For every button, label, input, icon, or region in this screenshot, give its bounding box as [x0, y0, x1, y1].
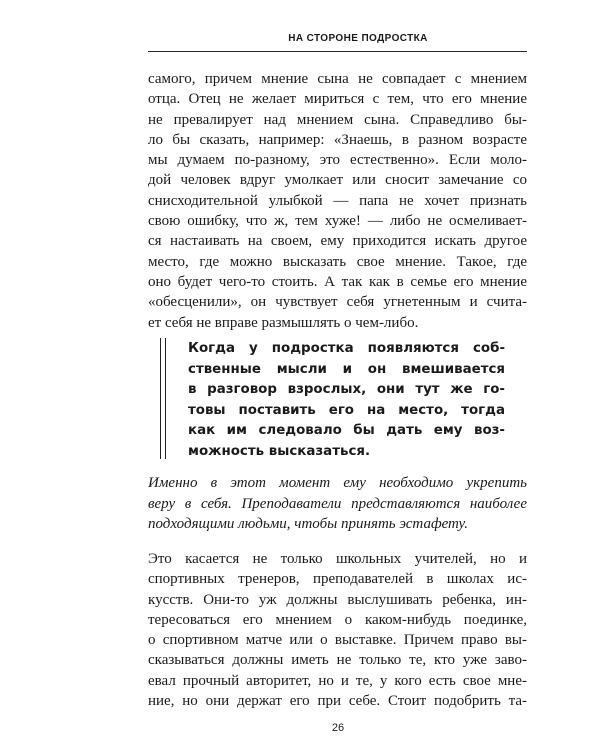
- text-line: ся настаивать на своем, ему приходится искать другое: [148, 233, 527, 250]
- text-line: «обесценили», он чувствует себя угнетенным и счита-: [148, 294, 527, 311]
- text-line: кусств. Они-то уж должны выслушивать ребенка, ин-: [148, 591, 527, 608]
- body-paragraph-1: [148, 69, 527, 333]
- quote-line: товы поставить его на место, тогда: [188, 402, 505, 418]
- text-line: ло бы сказать, например: «Знаешь, в разном возрасте: [148, 131, 527, 148]
- text-line: отца. Отец не желает мириться с тем, что его мнение: [148, 91, 527, 108]
- text-line: сказываться должны иметь не только те, кто уже заво-: [148, 652, 527, 669]
- pull-quote: [188, 339, 505, 463]
- quote-line: как им следовало бы дать ему воз-: [188, 423, 505, 439]
- text-line: самого, причем мнение сына не совпадает с мнением: [148, 71, 527, 87]
- text-line: не превалирует над мнением сына. Справедливо бы-: [148, 111, 527, 128]
- text-line: тересоваться его мнением о каком-нибудь поединке,: [148, 611, 527, 628]
- text-line: спортивных тренеров, преподавателей в школах ис-: [148, 571, 527, 588]
- text-line: подходящими людьми, чтобы принять эстафету.: [148, 516, 468, 532]
- text-line: мы думаем по-разному, это естественно». Если моло-: [148, 152, 527, 169]
- text-line: дой человек вдруг умолкает или сносит замечание со: [148, 172, 527, 189]
- text-line: снисходительной улыбкой — папа не хочет признать: [148, 192, 527, 209]
- text-line: свою ошибку, что ж, тем хуже! — либо не осмеливает-: [148, 213, 527, 230]
- quote-line: можность высказаться.: [188, 443, 371, 459]
- header-rule: [148, 51, 527, 52]
- text-line: место, где можно высказать свое мнение. Такое, где: [148, 253, 527, 270]
- page-number: 26: [331, 722, 345, 734]
- quote-line: ственные мысли и он вмешивается: [188, 361, 505, 377]
- text-line: ние, но они держат его при себе. Стоит подобрить та-: [148, 693, 527, 710]
- italic-paragraph: [148, 473, 527, 535]
- quote-line: Когда у подростка появляются соб-: [188, 341, 505, 356]
- pull-quote-bar: [160, 338, 166, 459]
- text-line: Это касается не только школьных учителей, но и: [148, 551, 527, 567]
- text-line: о спортивном матче или о выставке. Причем право вы-: [148, 632, 527, 649]
- text-line: евал прочный авторитет, но и те, у кого есть свое мне-: [148, 672, 527, 689]
- running-head: НА СТОРОНЕ ПОДРОСТКА: [288, 33, 428, 44]
- body-paragraph-2: [148, 549, 527, 711]
- text-line: веру в себя. Преподаватели представляются наиболее: [148, 495, 527, 512]
- text-line: оно будет чего-то стоить. А так как в семье его мнение: [148, 273, 527, 290]
- text-line: ет себя не вправе размышлять о чем-либо.: [148, 314, 419, 331]
- quote-line: в разговор взрослых, они тут же го-: [188, 382, 505, 398]
- text-line: Именно в этот момент ему необходимо укрепить: [148, 475, 527, 491]
